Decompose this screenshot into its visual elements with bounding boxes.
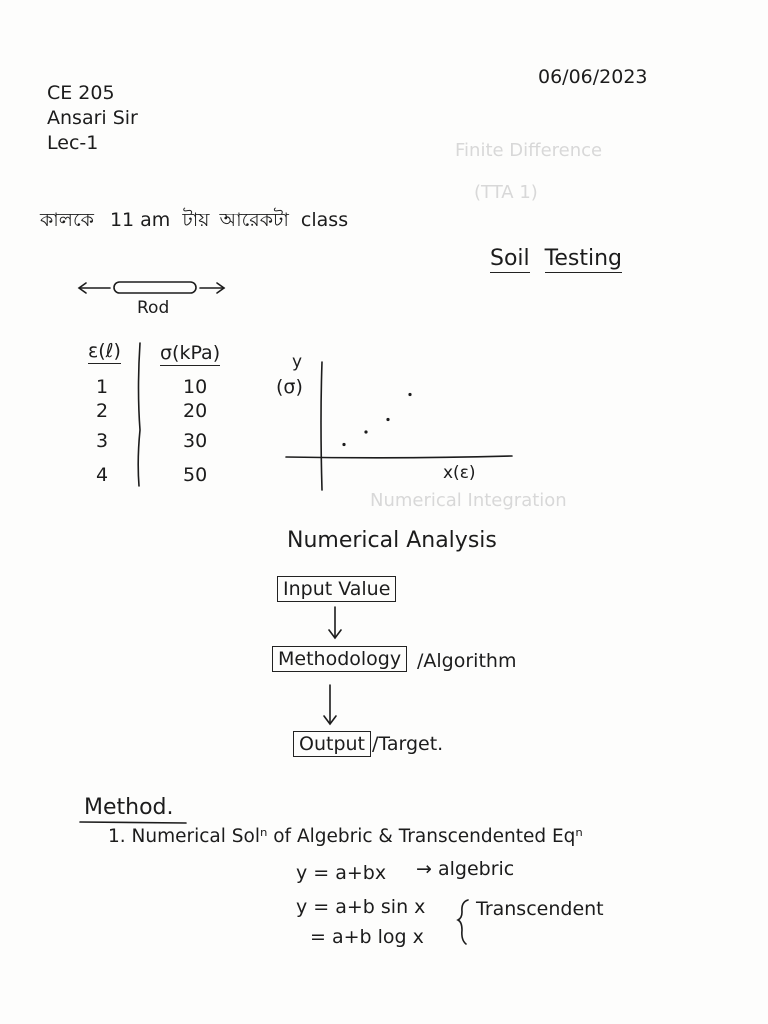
class-time: 11 am — [109, 209, 171, 231]
strain-column-header: ε(ℓ) — [88, 340, 121, 362]
graph-points — [342, 393, 411, 446]
brace-icon — [458, 900, 468, 944]
soil-word: Soil — [490, 246, 530, 271]
graph-point — [408, 393, 411, 396]
bangla-word: টায় — [182, 209, 210, 231]
equation-sin: y = a+b sin x — [296, 896, 426, 918]
method-underline — [80, 822, 186, 823]
class-word: class — [300, 209, 349, 231]
transcendent-note: Transcendent — [476, 898, 604, 920]
down-arrow-icon — [324, 685, 336, 724]
bleed-through-text: Finite Difference — [455, 140, 603, 161]
graph-y-axis — [321, 362, 322, 490]
bleed-through-text: (TTA 1) — [474, 182, 538, 203]
graph-point — [364, 430, 367, 433]
graph-x-axis — [286, 456, 512, 458]
rod-label: Rod — [137, 298, 170, 318]
target-label: /Target. — [372, 733, 444, 755]
algorithm-label: /Algorithm — [417, 650, 517, 672]
table-cell-strain: 3 — [96, 430, 109, 452]
table-cell-stress: 30 — [183, 430, 208, 452]
table-cell-strain: 2 — [96, 400, 109, 422]
equation-log: = a+b log x — [310, 926, 424, 948]
course-code: CE 205 — [47, 82, 115, 104]
graph-y-symbol: (σ) — [276, 376, 303, 398]
table-cell-stress: 10 — [183, 376, 208, 398]
numerical-analysis-title: Numerical Analysis — [287, 528, 497, 553]
table-cell-strain: 1 — [96, 376, 109, 398]
bangla-word: আরেকটা — [219, 209, 289, 231]
algebraic-note: → algebric — [416, 858, 515, 880]
table-cell-stress: 50 — [183, 464, 208, 486]
graph-y-label: y — [292, 352, 303, 372]
graph-point — [342, 443, 345, 446]
bleed-through-text: Numerical Integration — [370, 490, 567, 511]
lecture-number: Lec-1 — [47, 132, 99, 154]
stress-column-header: σ(kPa) — [160, 342, 221, 364]
methodology-box: Methodology — [272, 646, 407, 672]
graph-point — [386, 418, 389, 421]
graph-x-label: x(ε) — [443, 463, 476, 483]
down-arrow-icon — [329, 607, 341, 638]
teacher-name: Ansari Sir — [47, 107, 138, 129]
table-cell-strain: 4 — [96, 464, 109, 486]
rod-drawing — [79, 282, 224, 293]
table-divider — [138, 343, 140, 486]
input-value-box: Input Value — [277, 576, 396, 602]
output-box: Output — [293, 731, 371, 757]
method-item-1: 1. Numerical Solⁿ of Algebric & Transcendented Eqⁿ — [108, 826, 583, 847]
testing-word: Testing — [544, 246, 622, 271]
method-heading: Method. — [84, 795, 174, 820]
table-cell-stress: 20 — [183, 400, 208, 422]
equation-algebraic: y = a+bx — [296, 862, 387, 884]
date: 06/06/2023 — [538, 66, 648, 88]
bangla-word: কালকে — [40, 209, 94, 231]
